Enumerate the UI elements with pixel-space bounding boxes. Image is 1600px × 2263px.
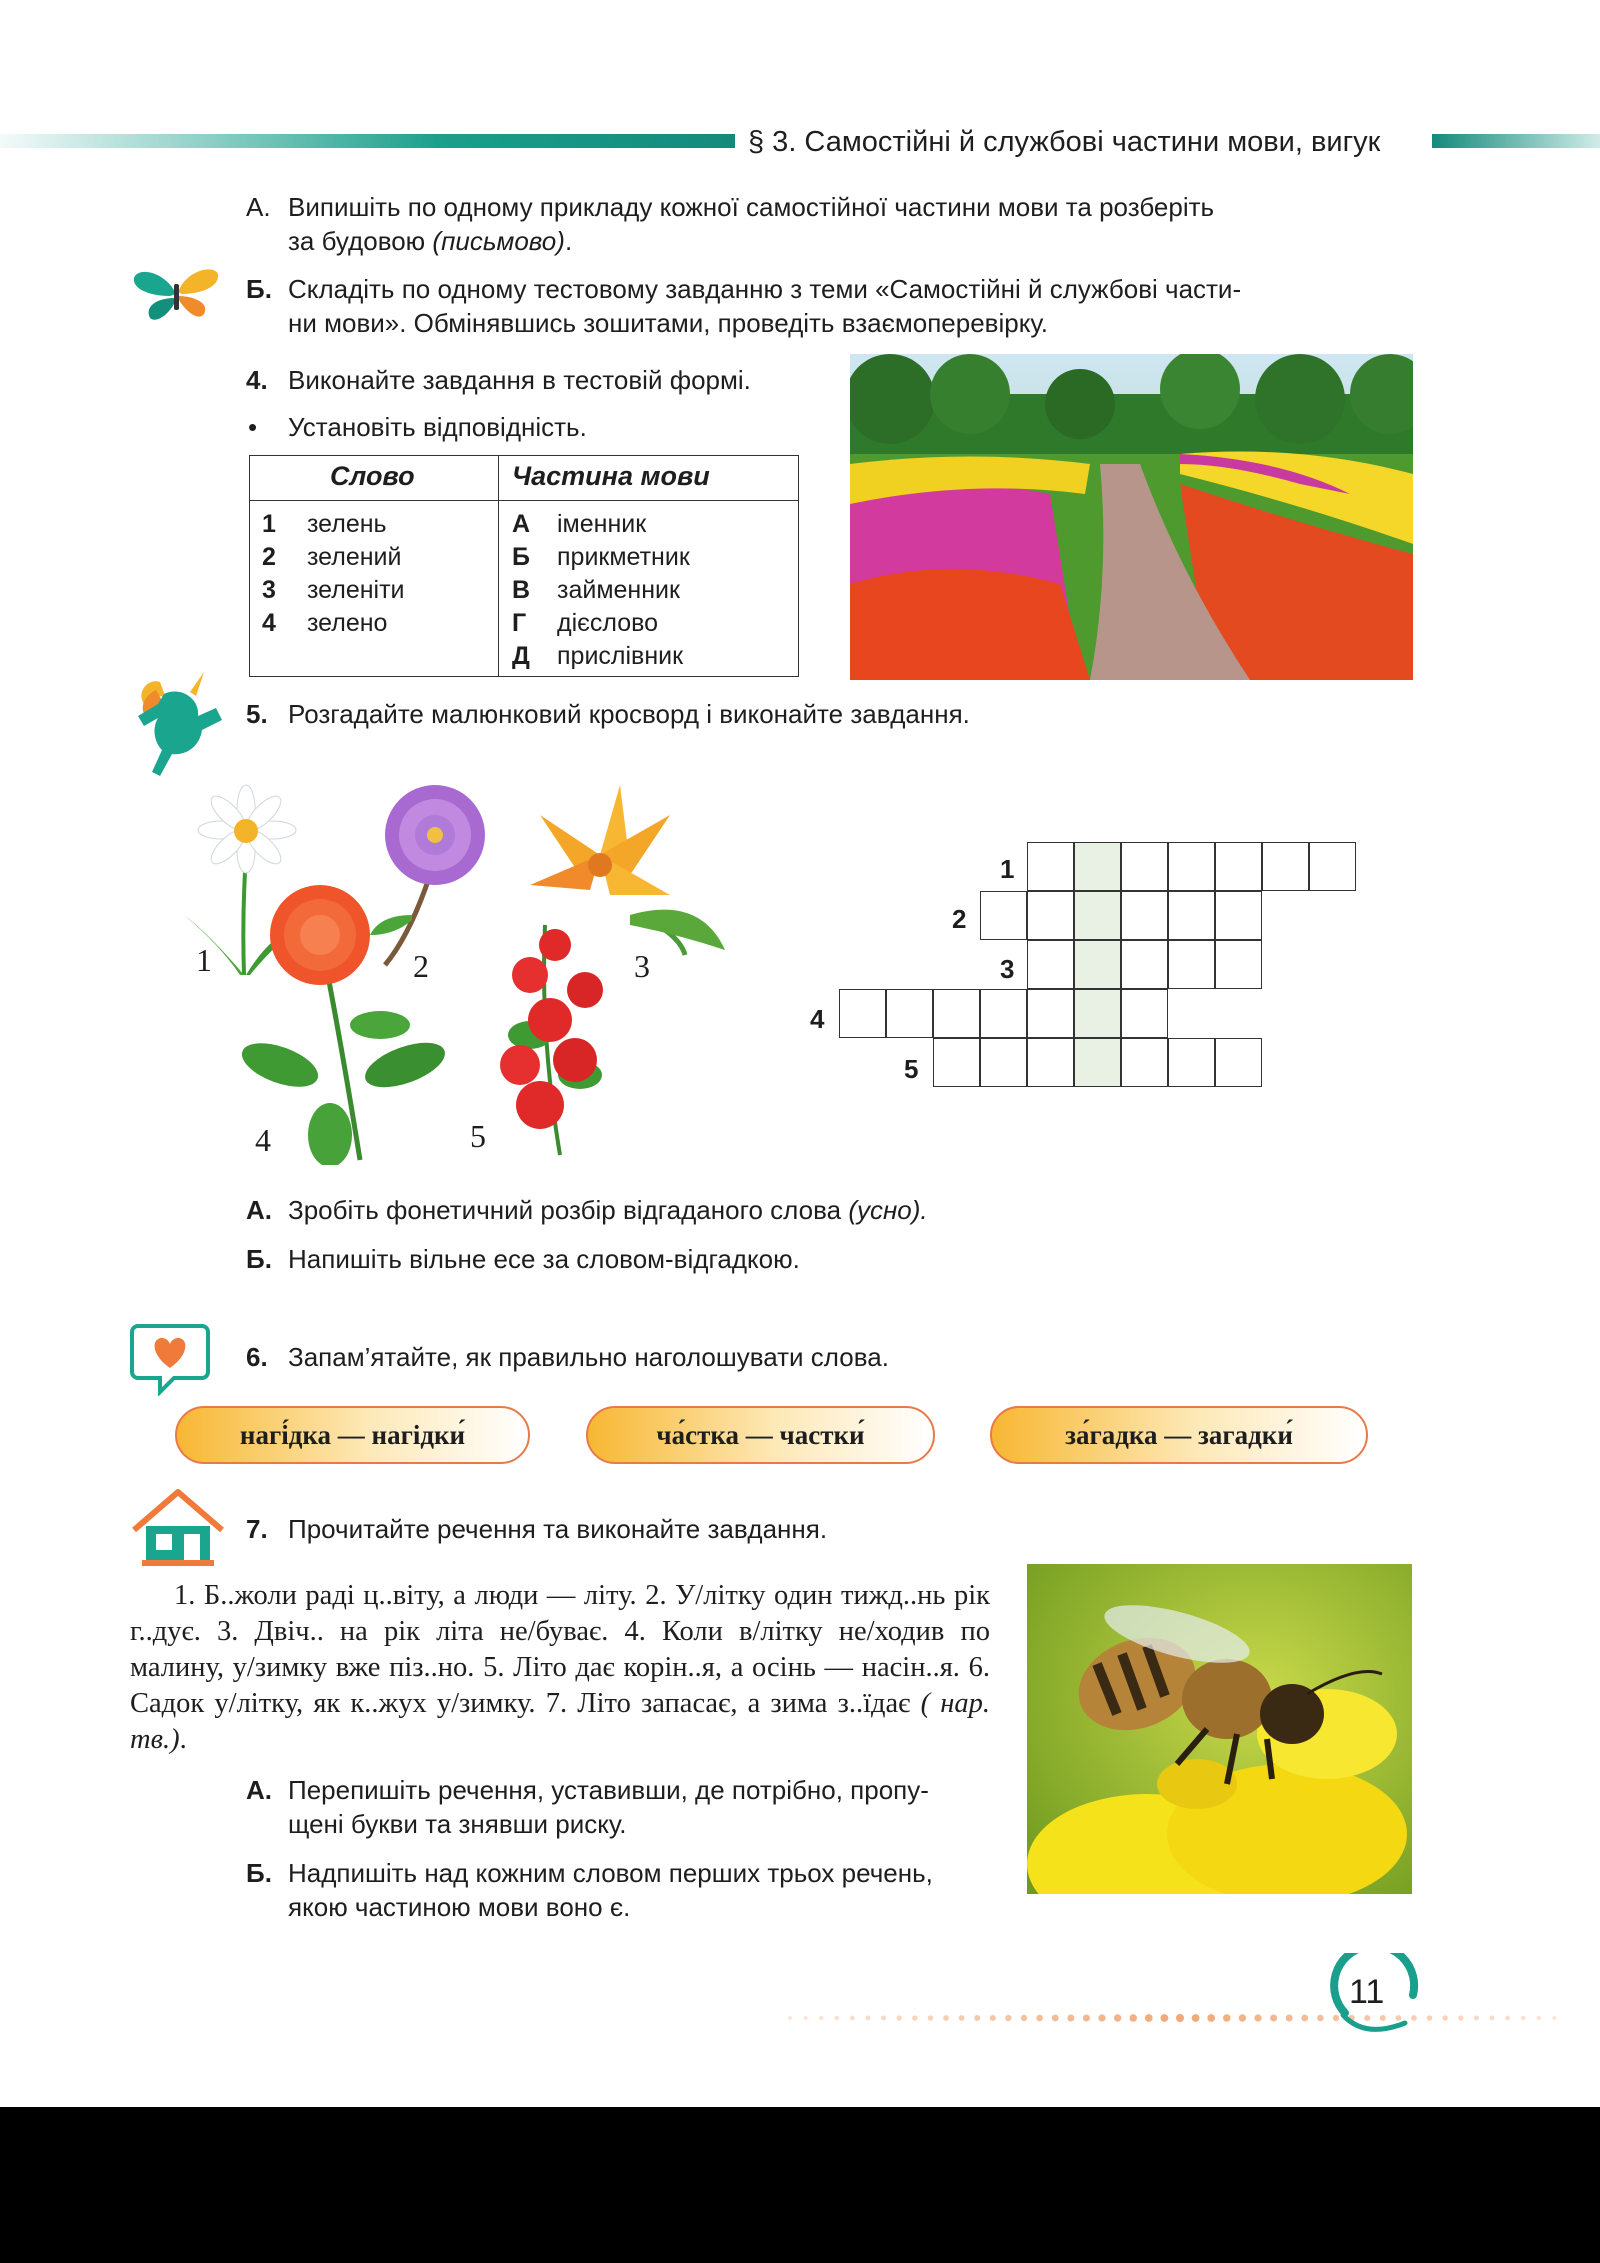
decor-dot xyxy=(1490,2016,1495,2021)
task4-text: Виконайте завдання в тестовій формі. xyxy=(288,365,751,395)
section-title: § 3. Самостійні й службові частини мови, вигук xyxy=(748,126,1381,158)
decor-dot xyxy=(1021,2015,1027,2021)
decor-dot xyxy=(850,2016,855,2021)
crossword-cell[interactable] xyxy=(1121,1038,1168,1087)
hollyhock-flower xyxy=(500,925,603,1155)
task5-a-text xyxy=(288,1193,928,1227)
proverbs-end: . xyxy=(179,1724,187,1755)
crossword-cell[interactable] xyxy=(1215,940,1262,989)
task-a-end: . xyxy=(564,226,573,256)
task5-a-italic: (усно). xyxy=(848,1195,928,1225)
decor-dot xyxy=(959,2015,965,2021)
decor-dot xyxy=(835,2016,840,2021)
word-row: 1 зелень xyxy=(262,510,387,538)
task7-b-letter: Б. xyxy=(246,1858,272,1888)
task-a-letter: А. xyxy=(246,192,271,222)
task7-text: Прочитайте речення та виконайте завдання. xyxy=(288,1514,828,1544)
decor-dot xyxy=(1005,2015,1011,2021)
decor-dot xyxy=(897,2015,902,2020)
bottom-black-band xyxy=(0,2107,1600,2263)
decor-dot xyxy=(1505,2016,1510,2021)
crossword-cell[interactable] xyxy=(1074,891,1121,940)
decor-dot xyxy=(1443,2015,1448,2020)
decor-dot xyxy=(1458,2015,1463,2020)
task-b-line-1: Складіть по одному тестовому завданню з теми «Самостійні й службові части- xyxy=(288,274,1242,304)
crossword-grid xyxy=(800,840,1380,1100)
part-row: Д прислівник xyxy=(512,642,684,670)
dotted-line xyxy=(780,2013,1580,2023)
crossword-number-2: 2 xyxy=(952,904,967,934)
word-row: 4 зелено xyxy=(262,609,388,637)
task4-number: 4. xyxy=(246,365,268,395)
match-table xyxy=(249,455,799,677)
task-a-line-2-text: за будовою xyxy=(288,226,426,256)
part-row: Г дієслово xyxy=(512,609,659,637)
decor-dot xyxy=(1537,2016,1541,2020)
task-a-italic: (письмово) xyxy=(432,226,565,256)
decor-dot xyxy=(1176,2014,1184,2022)
crossword-cell[interactable] xyxy=(1027,940,1074,989)
proverbs-source: ( нар. тв.) xyxy=(130,1688,990,1755)
decor-dot xyxy=(1036,2015,1043,2022)
task-a-line-1: Випишіть по одному прикладу кожної самостійної частини мови та розберіть xyxy=(288,192,1215,222)
flower-garden-image xyxy=(850,354,1413,680)
crossword-cell[interactable] xyxy=(933,1038,980,1087)
crossword-cell[interactable] xyxy=(1121,989,1168,1038)
part-row: В займенник xyxy=(512,576,680,604)
decor-dot xyxy=(1098,2014,1105,2021)
aster-flower xyxy=(370,785,485,965)
decor-dot xyxy=(881,2015,886,2020)
flower-label-5: 5 xyxy=(470,1118,486,1154)
word-row: 2 зелений xyxy=(262,543,402,571)
task5-a-main: Зробіть фонетичний розбір відгаданого слова xyxy=(288,1195,842,1225)
decor-dot xyxy=(1521,2016,1526,2021)
crossword-cell[interactable] xyxy=(980,1038,1027,1087)
crossword-number-4: 4 xyxy=(810,1004,825,1034)
task7-a-line-2: щені букви та знявши риску. xyxy=(288,1809,627,1839)
decor-dot xyxy=(819,2016,823,2020)
bullet: • xyxy=(248,412,258,442)
decor-dot xyxy=(1083,2014,1090,2021)
crossword-cell[interactable] xyxy=(1074,989,1121,1038)
crossword-cell[interactable] xyxy=(1168,1038,1215,1087)
decor-dot xyxy=(1239,2014,1246,2021)
flower-label-2: 2 xyxy=(413,948,429,984)
decor-dot xyxy=(1067,2015,1074,2022)
stress-pill-2: ча́стка — частки́ xyxy=(586,1406,935,1464)
task-b-letter: Б. xyxy=(246,274,272,304)
decor-dot xyxy=(1223,2014,1231,2022)
decor-dot xyxy=(1052,2015,1059,2022)
task7-a-text xyxy=(288,1773,1008,1841)
decor-dot xyxy=(788,2016,792,2020)
crossword-cell[interactable] xyxy=(1262,842,1309,891)
decor-dot xyxy=(1114,2014,1121,2021)
crossword-number-1: 1 xyxy=(1000,854,1015,884)
decor-dot xyxy=(1474,2015,1479,2020)
decor-dot xyxy=(990,2015,996,2021)
proverbs-body: 1. Б..жоли раді ц..віту, а люди — літу. 2. У/літку один тижд..нь рік г..дує. 3. Двіч.. на рік літа не/буває. 4. Коли в/літку не/ходив по малину, у/зимку вже піз..но. 5. Літо дає корін..я, а осінь — насін..я. 6. Садок у/літку, як к..жух у/зимку. 7. Літо запасає, а зима з..їдає xyxy=(130,1580,990,1719)
col-header-word: Слово xyxy=(330,461,415,491)
house-icon xyxy=(130,1488,226,1570)
unicorn-icon xyxy=(130,668,232,784)
page-number xyxy=(1325,1953,1421,2037)
flower-label-3: 3 xyxy=(634,948,650,984)
task7-a-letter: А. xyxy=(246,1775,272,1805)
task-b-line-2: ни мови». Обмінявшись зошитами, проведіть взаємоперевірку. xyxy=(288,308,1049,338)
task7-b-line-1: Надпишіть над кожним словом перших трьох речень, xyxy=(288,1858,933,1888)
task5-number: 5. xyxy=(246,699,268,729)
lily-flower xyxy=(530,785,725,955)
decor-dot xyxy=(1254,2014,1261,2021)
flower-label-1: 1 xyxy=(196,942,212,978)
task6-number: 6. xyxy=(246,1342,268,1372)
decor-dot xyxy=(1160,2014,1168,2022)
crossword-cell[interactable] xyxy=(1074,842,1121,891)
crossword-cell[interactable] xyxy=(980,891,1027,940)
decor-dot xyxy=(943,2015,949,2021)
task7-b-text xyxy=(288,1856,1008,1924)
decor-dot xyxy=(1301,2015,1308,2022)
decor-dot xyxy=(1129,2014,1137,2022)
crossword-cell[interactable] xyxy=(1027,842,1074,891)
crossword-cell[interactable] xyxy=(1027,1038,1074,1087)
decor-dot xyxy=(912,2015,917,2020)
task4-bullet-text: Установіть відповідність. xyxy=(288,412,587,442)
decor-dot xyxy=(1427,2015,1433,2021)
flower-label-4: 4 xyxy=(255,1122,271,1158)
part-row: А іменник xyxy=(512,510,647,538)
task-b-text xyxy=(288,272,1338,340)
crossword-cell[interactable] xyxy=(1121,842,1168,891)
task7-number: 7. xyxy=(246,1514,268,1544)
butterfly-icon xyxy=(130,262,222,324)
task5-text: Розгадайте малюнковий кросворд і виконайте завдання. xyxy=(288,699,970,729)
crossword-cell[interactable] xyxy=(1215,842,1262,891)
proverbs-text xyxy=(130,1578,990,1758)
crossword-cell[interactable] xyxy=(1309,842,1356,891)
decor-dot xyxy=(928,2015,934,2021)
decor-dot xyxy=(974,2015,980,2021)
task-a-text xyxy=(288,190,1338,258)
word-row: 3 зеленіти xyxy=(262,576,405,604)
crossword-cell[interactable] xyxy=(1074,940,1121,989)
decor-dot xyxy=(866,2016,871,2021)
page-number-text: 11 xyxy=(1349,1973,1385,2011)
crossword-cell[interactable] xyxy=(1027,989,1074,1038)
crossword-cell[interactable] xyxy=(1168,842,1215,891)
crossword-cell[interactable] xyxy=(839,989,886,1038)
task5-b-letter: Б. xyxy=(246,1244,272,1274)
decor-dot xyxy=(803,2016,807,2020)
decor-dot xyxy=(1145,2014,1153,2022)
task5-b-text: Напишіть вільне есе за словом-відгадкою. xyxy=(288,1244,800,1274)
crossword-number-5: 5 xyxy=(904,1054,919,1084)
stress-pill-1: нагі́дка — нагідки́ xyxy=(175,1406,530,1464)
crossword-cell[interactable] xyxy=(1168,891,1215,940)
task6-text: Запам’ятайте, як правильно наголошувати слова. xyxy=(288,1342,889,1372)
flowers-illustration xyxy=(180,775,740,1165)
crossword-cell[interactable] xyxy=(886,989,933,1038)
task5-a-letter: А. xyxy=(246,1195,272,1225)
crossword-cell[interactable] xyxy=(1168,940,1215,989)
crossword-cell[interactable] xyxy=(1074,1038,1121,1087)
crossword-number-3: 3 xyxy=(1000,954,1015,984)
decor-dot xyxy=(1192,2014,1200,2022)
header-bar-left xyxy=(0,134,735,148)
decor-dot xyxy=(1317,2015,1324,2022)
col-header-part: Частина мови xyxy=(512,461,710,491)
crossword-cell[interactable] xyxy=(1215,891,1262,940)
header-bar-right xyxy=(1432,134,1600,148)
part-row: Б прикметник xyxy=(512,543,690,571)
speech-heart-icon xyxy=(130,1322,210,1396)
task7-a-line-1: Перепишіть речення, уставивши, де потрібно, пропу- xyxy=(288,1775,929,1805)
crossword-cell[interactable] xyxy=(1215,1038,1262,1087)
task7-b-line-2: якою частиною мови воно є. xyxy=(288,1892,631,1922)
decor-dot xyxy=(1552,2016,1556,2020)
decor-dot xyxy=(1270,2014,1277,2021)
crossword-cell[interactable] xyxy=(980,989,1027,1038)
crossword-cell[interactable] xyxy=(1121,891,1168,940)
bee-on-flower-image xyxy=(1027,1564,1412,1894)
crossword-cell[interactable] xyxy=(1027,891,1074,940)
crossword-cell[interactable] xyxy=(933,989,980,1038)
decor-dot xyxy=(1286,2015,1293,2022)
task-a-line-2 xyxy=(288,224,1338,258)
crossword-cell[interactable] xyxy=(1121,940,1168,989)
decor-dot xyxy=(1207,2014,1215,2022)
stress-pill-3: за́гадка — загадки́ xyxy=(990,1406,1368,1464)
